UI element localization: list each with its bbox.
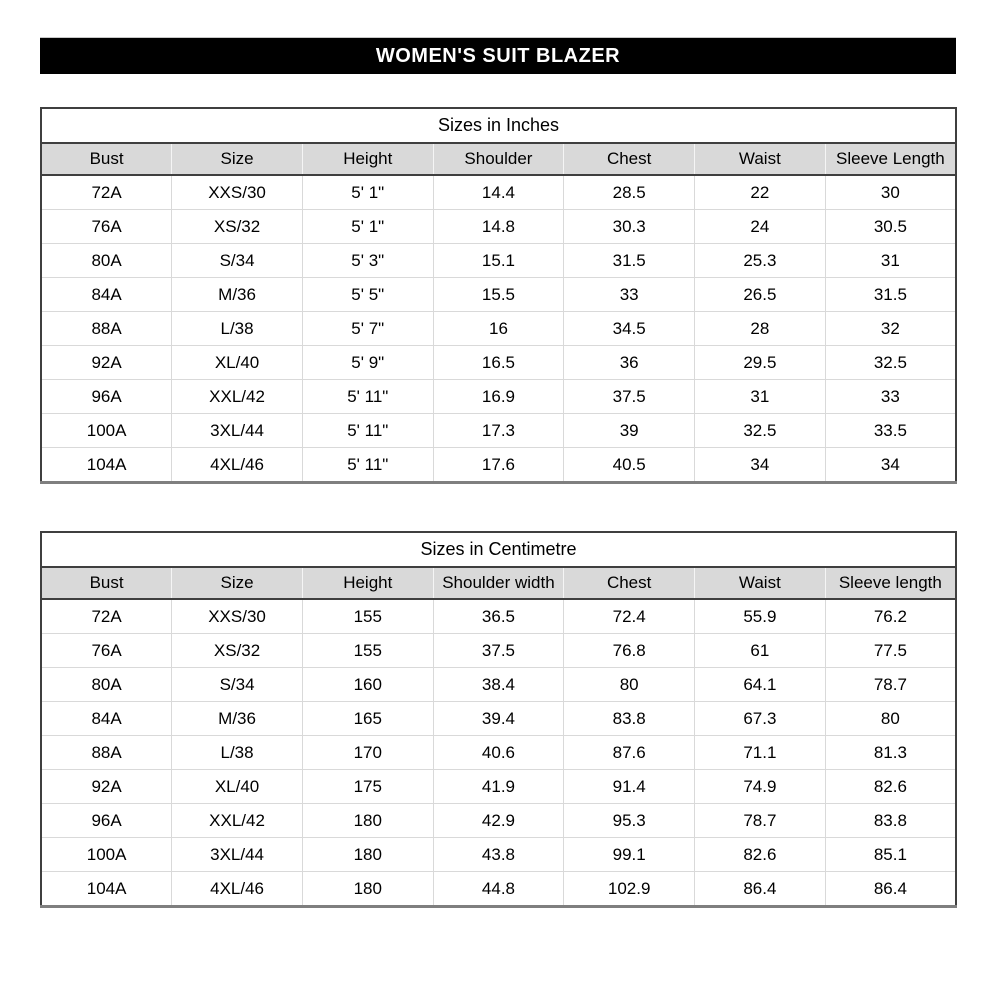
header-cell: Height [302, 567, 433, 599]
table-cell: 42.9 [433, 804, 564, 838]
table-cell: 33.5 [825, 414, 956, 448]
table-cell: 5' 1" [302, 210, 433, 244]
table-cell: 32 [825, 312, 956, 346]
table-cell: 72.4 [564, 599, 695, 634]
table-cell: 37.5 [433, 634, 564, 668]
table-cell: 40.5 [564, 448, 695, 483]
table-cell: 175 [302, 770, 433, 804]
table-cell: 96A [41, 380, 172, 414]
table-cell: 81.3 [825, 736, 956, 770]
table-title-row [41, 532, 956, 567]
header-cell: Chest [564, 143, 695, 175]
header-cell: Shoulder [433, 143, 564, 175]
table-cell: 3XL/44 [172, 414, 303, 448]
sizes-in-centimetre-table [40, 531, 957, 908]
table-row [41, 599, 956, 634]
table-cell: 77.5 [825, 634, 956, 668]
table-cell: L/38 [172, 736, 303, 770]
table-cell: 16 [433, 312, 564, 346]
table-cell: XL/40 [172, 346, 303, 380]
table-cell: 3XL/44 [172, 838, 303, 872]
table-cell: 85.1 [825, 838, 956, 872]
sizes-in-inches-table [40, 107, 957, 484]
table-cell: 92A [41, 346, 172, 380]
table-cell: L/38 [172, 312, 303, 346]
table-cell: 100A [41, 414, 172, 448]
table-cell: 4XL/46 [172, 872, 303, 907]
table-cell: 100A [41, 838, 172, 872]
header-cell: Shoulder width [433, 567, 564, 599]
table-cell: 96A [41, 804, 172, 838]
table-cell: 84A [41, 278, 172, 312]
table-row [41, 175, 956, 210]
table-cell: 33 [825, 380, 956, 414]
table-cell: 5' 9" [302, 346, 433, 380]
table-cell: 83.8 [564, 702, 695, 736]
table-cell: 39.4 [433, 702, 564, 736]
table-cell: 28.5 [564, 175, 695, 210]
table-cell: 31 [825, 244, 956, 278]
table-cell: 36.5 [433, 599, 564, 634]
table-cell: 104A [86, 454, 127, 474]
table-cell: 5' 3" [302, 244, 433, 278]
table-cell: 80 [564, 668, 695, 702]
table-cell: 92A [41, 770, 172, 804]
table-cell: 34 [695, 448, 826, 483]
table-cell: 40.6 [433, 736, 564, 770]
table-row [41, 414, 956, 448]
table-cell: 17.3 [433, 414, 564, 448]
table-cell: 30 [825, 175, 956, 210]
table-cell: 64.1 [695, 668, 826, 702]
table-row [41, 634, 956, 668]
header-cell: Size [172, 567, 303, 599]
header-cell: Waist [695, 567, 826, 599]
table-cell: 180 [302, 872, 433, 907]
table-cell: 4XL/46 [172, 448, 303, 483]
table-cell: 155 [302, 599, 433, 634]
table-cell: 36 [564, 346, 695, 380]
table-cell: 78.7 [695, 804, 826, 838]
table-cell: 14.4 [433, 175, 564, 210]
header-cell: Bust [41, 143, 172, 175]
table-cell: 5' 11" [302, 414, 433, 448]
table-cell: 99.1 [564, 838, 695, 872]
table-row [41, 702, 956, 736]
table-cell: 30.5 [825, 210, 956, 244]
table-cell: 95.3 [564, 804, 695, 838]
table-cell: 5' 7" [302, 312, 433, 346]
table-cell: M/36 [172, 278, 303, 312]
page-title-banner [40, 37, 956, 74]
table-row [41, 736, 956, 770]
table-cell: 34.5 [564, 312, 695, 346]
table-cell: XXS/30 [172, 599, 303, 634]
table-cell: 165 [302, 702, 433, 736]
table-cell: 31.5 [564, 244, 695, 278]
table-cell: 71.1 [695, 736, 826, 770]
header-cell: Sleeve Length [825, 143, 956, 175]
table-cell: 39 [564, 414, 695, 448]
table-cell: 86.4 [825, 872, 956, 907]
table-row [41, 804, 956, 838]
page-title: WOMEN'S SUIT BLAZER [375, 44, 621, 67]
table-cell: XXL/42 [172, 804, 303, 838]
table-row [41, 346, 956, 380]
header-cell: Size [172, 143, 303, 175]
table-cell: 61 [695, 634, 826, 668]
table-row [41, 448, 956, 483]
table-title: Sizes in Centimetre [41, 532, 956, 567]
table-row [41, 668, 956, 702]
table-cell: 5' 11" [302, 380, 433, 414]
table-cell: 33 [564, 278, 695, 312]
table-cell: 5' 5" [302, 278, 433, 312]
table-cell: 74.9 [695, 770, 826, 804]
table-cell: 88A [41, 736, 172, 770]
table-cell: 37.5 [564, 380, 695, 414]
table-cell: 32.5 [695, 414, 826, 448]
table-row [41, 838, 956, 872]
table-cell: 24 [695, 210, 826, 244]
table-cell: 31.5 [825, 278, 956, 312]
table-row [41, 244, 956, 278]
table-cell: 25.3 [695, 244, 826, 278]
table-cell: 38.4 [433, 668, 564, 702]
table-cell: 82.6 [695, 838, 826, 872]
table-cell: 180 [302, 804, 433, 838]
table-header-row [41, 567, 956, 599]
table-cell: 76.2 [825, 599, 956, 634]
table-cell: XS/32 [172, 210, 303, 244]
table-cell: 78.7 [825, 668, 956, 702]
table-cell: 72A [41, 175, 172, 210]
table-title: Sizes in Inches [41, 108, 956, 143]
table-cell: 72A [41, 599, 172, 634]
table-cell: XXL/42 [172, 380, 303, 414]
table-header-row [41, 143, 956, 175]
table-cell: 43.8 [433, 838, 564, 872]
table-cell: 82.6 [825, 770, 956, 804]
table-cell: 31 [695, 380, 826, 414]
header-cell: Waist [695, 143, 826, 175]
table-cell: XXS/30 [172, 175, 303, 210]
table-cell: XS/32 [172, 634, 303, 668]
table-cell: 5' 11" [302, 448, 433, 483]
table-row [41, 380, 956, 414]
table-cell: 30.3 [564, 210, 695, 244]
table-cell: 170 [302, 736, 433, 770]
table-cell: M/36 [172, 702, 303, 736]
table-cell: 76A [41, 210, 172, 244]
table-cell: S/34 [172, 668, 303, 702]
table-cell: 5' 1" [302, 175, 433, 210]
table-cell: 28 [695, 312, 826, 346]
table-cell: 41.9 [433, 770, 564, 804]
table-cell: 84A [41, 702, 172, 736]
table-cell: 87.6 [564, 736, 695, 770]
table-cell: 44.8 [433, 872, 564, 907]
table-cell: 88A [41, 312, 172, 346]
table-cell: 80A [41, 668, 172, 702]
table-row [41, 770, 956, 804]
table-cell: 16.5 [433, 346, 564, 380]
header-cell: Chest [564, 567, 695, 599]
table-cell: 67.3 [695, 702, 826, 736]
table-cell: S/34 [172, 244, 303, 278]
table-row [41, 312, 956, 346]
table-cell: 91.4 [564, 770, 695, 804]
table-cell: 15.5 [433, 278, 564, 312]
table-row [41, 872, 956, 907]
table-cell: XL/40 [172, 770, 303, 804]
header-cell: Sleeve length [825, 567, 956, 599]
table-row [41, 278, 956, 312]
table-cell: 76A [41, 634, 172, 668]
table-cell: 15.1 [433, 244, 564, 278]
table-cell: 76.8 [564, 634, 695, 668]
header-cell: Height [302, 143, 433, 175]
table-cell: 160 [302, 668, 433, 702]
table-cell: 22 [695, 175, 826, 210]
table-cell: 180 [302, 838, 433, 872]
table-cell: 16.9 [433, 380, 564, 414]
table-cell: 34 [825, 448, 956, 483]
table-title-row [41, 108, 956, 143]
table-cell: 26.5 [695, 278, 826, 312]
table-cell: 17.6 [433, 448, 564, 483]
table-cell: 80 [825, 702, 956, 736]
table-cell: 155 [302, 634, 433, 668]
table-cell: 86.4 [695, 872, 826, 907]
table-row [41, 210, 956, 244]
table-cell: 55.9 [695, 599, 826, 634]
table-cell: 104A [86, 878, 127, 898]
table-cell: 83.8 [825, 804, 956, 838]
header-cell: Bust [41, 567, 172, 599]
table-cell: 14.8 [433, 210, 564, 244]
table-cell: 29.5 [695, 346, 826, 380]
table-cell: 102.9 [564, 872, 695, 907]
table-cell: 80A [41, 244, 172, 278]
table-cell: 32.5 [825, 346, 956, 380]
